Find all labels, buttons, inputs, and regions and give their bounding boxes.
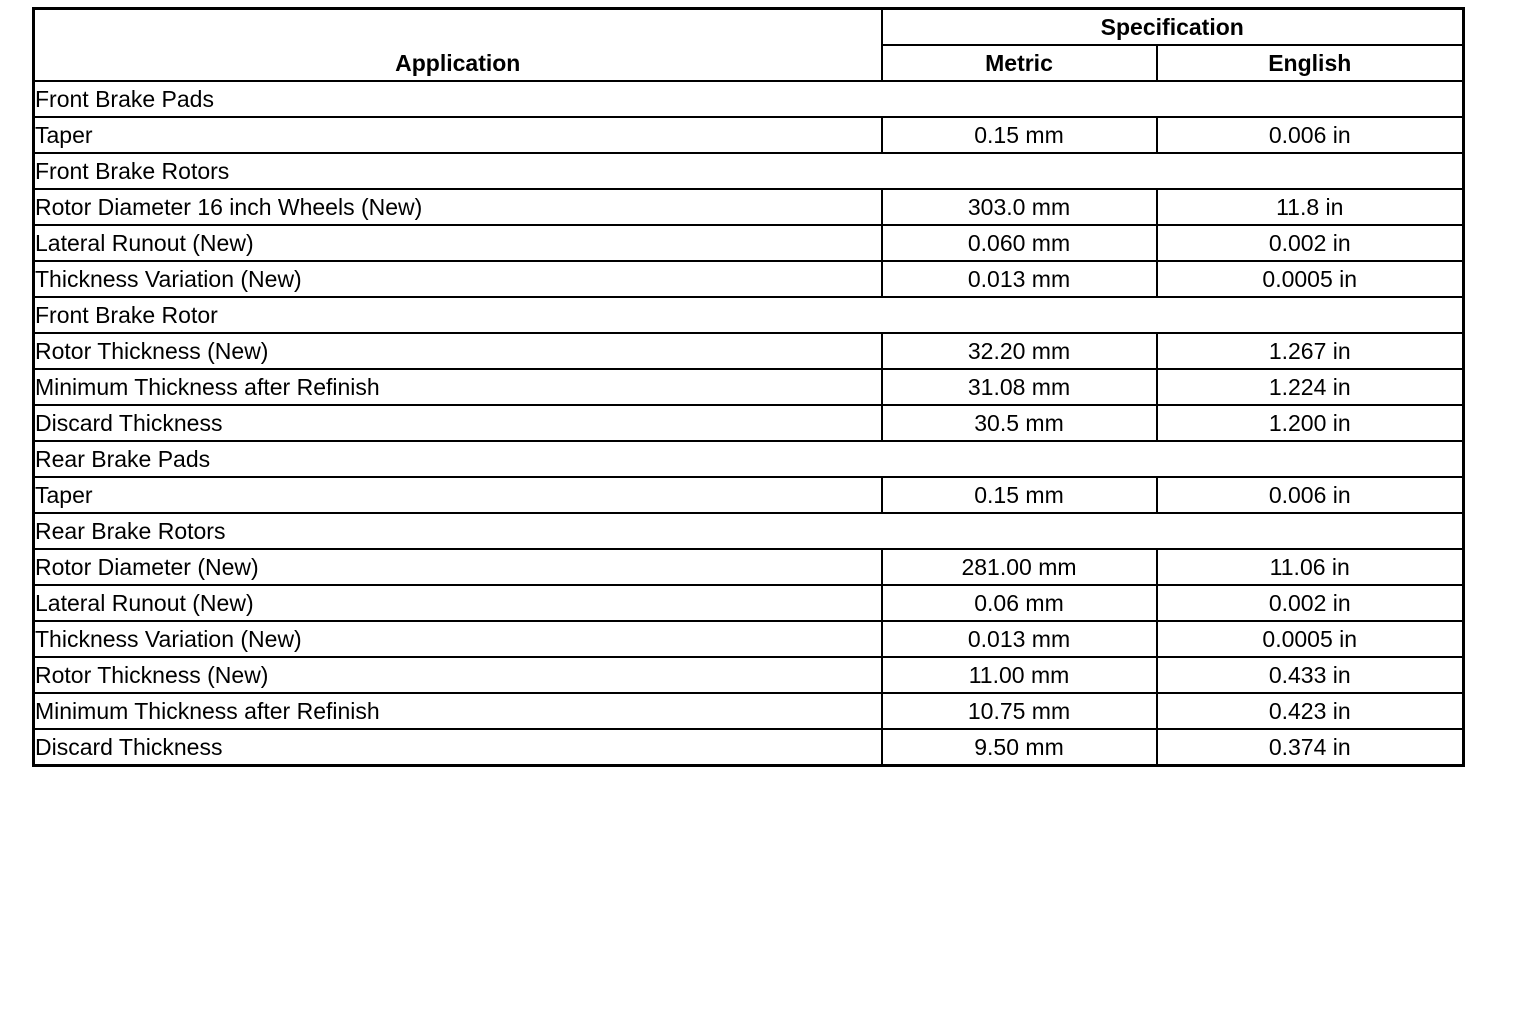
metric-cell: 10.75 mm: [882, 693, 1157, 729]
english-cell: 0.002 in: [1157, 225, 1464, 261]
application-cell: Taper: [34, 117, 882, 153]
table-row: [34, 369, 1464, 405]
table-row: [34, 225, 1464, 261]
metric-cell: 0.013 mm: [882, 261, 1157, 297]
metric-cell: 9.50 mm: [882, 729, 1157, 766]
table-row: [34, 549, 1464, 585]
application-cell: Lateral Runout (New): [34, 225, 882, 261]
application-cell: Thickness Variation (New): [34, 261, 882, 297]
section-row: [34, 297, 1464, 333]
application-cell: Minimum Thickness after Refinish: [34, 369, 882, 405]
table-row: [34, 621, 1464, 657]
application-column-header: Application: [34, 9, 882, 82]
application-cell: Rotor Thickness (New): [34, 333, 882, 369]
english-cell: 11.8 in: [1157, 189, 1464, 225]
english-cell: 0.433 in: [1157, 657, 1464, 693]
metric-cell: 0.013 mm: [882, 621, 1157, 657]
section-row: [34, 441, 1464, 477]
english-cell: 1.200 in: [1157, 405, 1464, 441]
table-row: [34, 693, 1464, 729]
table-row: [34, 405, 1464, 441]
metric-cell: 303.0 mm: [882, 189, 1157, 225]
brake-specifications-table: [32, 7, 1465, 767]
metric-cell: 0.15 mm: [882, 117, 1157, 153]
table-row: [34, 189, 1464, 225]
metric-cell: 281.00 mm: [882, 549, 1157, 585]
application-cell: Lateral Runout (New): [34, 585, 882, 621]
specification-column-header: Specification: [882, 9, 1464, 46]
metric-cell: 32.20 mm: [882, 333, 1157, 369]
application-cell: Minimum Thickness after Refinish: [34, 693, 882, 729]
application-cell: Rotor Thickness (New): [34, 657, 882, 693]
section-label: Front Brake Rotors: [34, 153, 1464, 189]
section-label: Front Brake Pads: [34, 81, 1464, 117]
english-cell: 0.374 in: [1157, 729, 1464, 766]
english-cell: 0.006 in: [1157, 477, 1464, 513]
table-row: [34, 729, 1464, 766]
metric-cell: 31.08 mm: [882, 369, 1157, 405]
english-cell: 0.0005 in: [1157, 621, 1464, 657]
english-cell: 0.0005 in: [1157, 261, 1464, 297]
table-body: [34, 81, 1464, 766]
metric-cell: 0.06 mm: [882, 585, 1157, 621]
table-row: [34, 261, 1464, 297]
english-cell: 1.224 in: [1157, 369, 1464, 405]
application-cell: Thickness Variation (New): [34, 621, 882, 657]
table-row: [34, 657, 1464, 693]
table-header: [34, 9, 1464, 82]
metric-cell: 0.060 mm: [882, 225, 1157, 261]
english-cell: 0.002 in: [1157, 585, 1464, 621]
application-cell: Discard Thickness: [34, 729, 882, 766]
english-cell: 1.267 in: [1157, 333, 1464, 369]
metric-cell: 30.5 mm: [882, 405, 1157, 441]
section-row: [34, 81, 1464, 117]
section-row: [34, 513, 1464, 549]
english-cell: 0.006 in: [1157, 117, 1464, 153]
application-cell: Rotor Diameter 16 inch Wheels (New): [34, 189, 882, 225]
section-label: Front Brake Rotor: [34, 297, 1464, 333]
metric-column-header: Metric: [882, 45, 1157, 81]
metric-cell: 0.15 mm: [882, 477, 1157, 513]
table-row: [34, 477, 1464, 513]
table-row: [34, 333, 1464, 369]
english-cell: 0.423 in: [1157, 693, 1464, 729]
header-row-top: [34, 9, 1464, 46]
section-label: Rear Brake Pads: [34, 441, 1464, 477]
english-column-header: English: [1157, 45, 1464, 81]
table-row: [34, 117, 1464, 153]
application-cell: Taper: [34, 477, 882, 513]
application-cell: Discard Thickness: [34, 405, 882, 441]
metric-cell: 11.00 mm: [882, 657, 1157, 693]
section-label: Rear Brake Rotors: [34, 513, 1464, 549]
application-cell: Rotor Diameter (New): [34, 549, 882, 585]
english-cell: 11.06 in: [1157, 549, 1464, 585]
table-row: [34, 585, 1464, 621]
section-row: [34, 153, 1464, 189]
